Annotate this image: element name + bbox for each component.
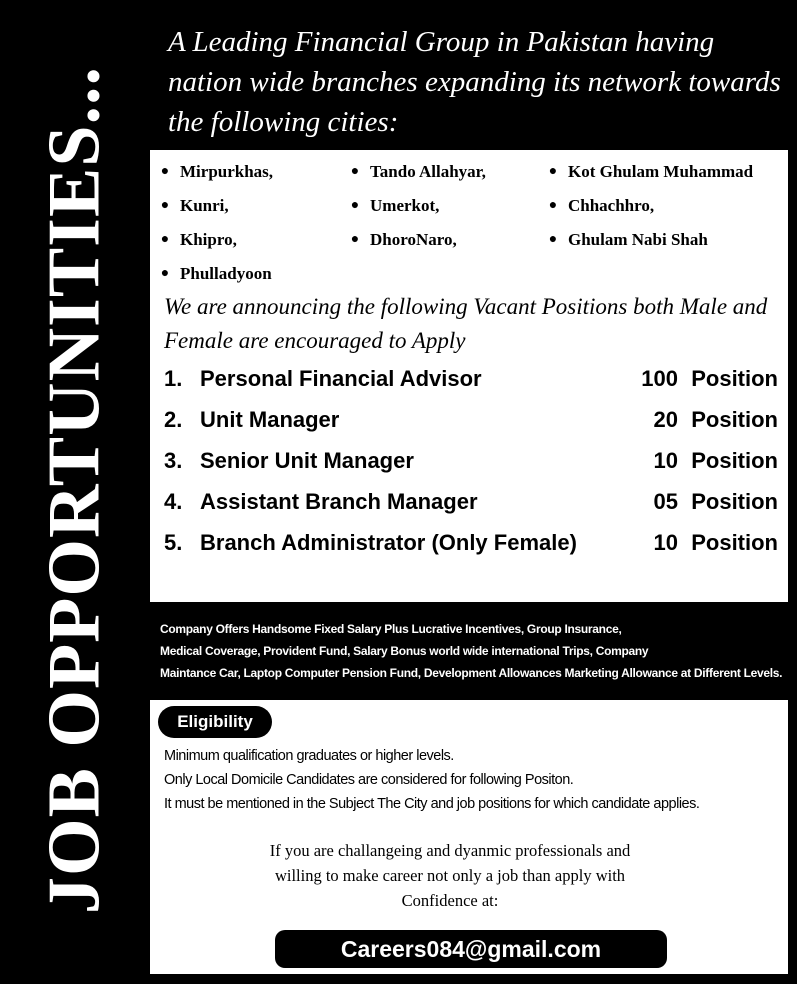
city-item: ● DhoroNaro,	[348, 228, 546, 252]
position-count: 05	[653, 489, 678, 514]
position-number: 5.	[164, 530, 183, 555]
position-count: 10	[653, 448, 678, 473]
position-title: Unit Manager	[200, 407, 340, 432]
position-unit: Position	[691, 407, 778, 432]
bullet-icon: ●	[160, 164, 170, 179]
city-item: ● Mirpurkhas,	[158, 160, 348, 184]
position-row	[164, 489, 778, 530]
eligibility-badge: Eligibility	[158, 706, 272, 738]
announcement-text: We are announcing the following Vacant Positions both Male and Female are encouraged to Apply	[164, 294, 768, 353]
eligibility-item: Only Local Domicile Candidates are considered for following Positon.	[164, 772, 574, 788]
eligibility-item: Minimum qualification graduates or higher levels.	[164, 748, 454, 764]
eligibility-list	[164, 744, 784, 816]
city-item: ● Ghulam Nabi Shah	[546, 228, 788, 252]
intro-text: A Leading Financial Group in Pakistan having nation wide branches expanding its network towards the following cities:	[168, 26, 781, 138]
position-title: Personal Financial Advisor	[200, 366, 482, 391]
city-item: ● Kunri,	[158, 194, 348, 218]
position-row	[164, 530, 778, 571]
position-number: 4.	[164, 489, 183, 514]
closing-line: If you are challangeing and dyanmic professionals and	[269, 841, 631, 860]
details-panel	[150, 150, 788, 602]
bullet-icon: ●	[160, 266, 170, 281]
position-title: Senior Unit Manager	[200, 448, 414, 473]
position-row	[164, 448, 778, 489]
eligibility-item: It must be mentioned in the Subject The City and job positions for which candidate applies.	[164, 796, 700, 812]
email-address[interactable]: Careers084@gmail.com	[275, 930, 667, 968]
city-item: ● Chhachhro,	[546, 194, 788, 218]
position-unit: Position	[691, 448, 778, 473]
company-offers	[160, 618, 792, 684]
positions-list	[164, 366, 778, 571]
vertical-title-area	[0, 0, 150, 984]
bullet-icon: ●	[548, 232, 558, 247]
position-unit: Position	[691, 530, 778, 555]
position-unit: Position	[691, 366, 778, 391]
position-number: 1.	[164, 366, 183, 391]
city-item: ● Tando Allahyar,	[348, 160, 546, 184]
position-unit: Position	[691, 489, 778, 514]
city-list	[158, 160, 788, 286]
city-item: ● Khipro,	[158, 228, 348, 252]
city-item: ● Kot Ghulam Muhammad	[546, 160, 788, 184]
bullet-icon: ●	[350, 232, 360, 247]
position-row	[164, 407, 778, 448]
position-count: 10	[653, 530, 678, 555]
position-row	[164, 366, 778, 407]
position-number: 2.	[164, 407, 183, 432]
city-item: ● Phulladyoon	[158, 262, 348, 286]
position-count: 20	[653, 407, 678, 432]
bullet-icon: ●	[548, 198, 558, 213]
eligibility-panel	[150, 700, 788, 974]
vertical-title: JOB OPPORTUNITIES...	[33, 66, 116, 914]
bullet-icon: ●	[350, 164, 360, 179]
bullet-icon: ●	[160, 232, 170, 247]
closing-text	[210, 838, 690, 913]
closing-line: Confidence at:	[401, 891, 499, 910]
city-item: ● Umerkot,	[348, 194, 546, 218]
bullet-icon: ●	[548, 164, 558, 179]
position-number: 3.	[164, 448, 183, 473]
position-count: 100	[641, 366, 678, 391]
position-title: Assistant Branch Manager	[200, 489, 478, 514]
offer-line: Company Offers Handsome Fixed Salary Plus Lucrative Incentives, Group Insurance,	[160, 622, 622, 636]
closing-line: willing to make career not only a job than apply with	[274, 866, 626, 885]
offer-line: Maintance Car, Laptop Computer Pension Fund, Development Allowances Marketing Allowance at Different Levels.	[160, 666, 783, 680]
bullet-icon: ●	[160, 198, 170, 213]
position-title: Branch Administrator (Only Female)	[200, 530, 577, 555]
offer-line: Medical Coverage, Provident Fund, Salary Bonus world wide international Trips, Company	[160, 644, 649, 658]
bullet-icon: ●	[350, 198, 360, 213]
